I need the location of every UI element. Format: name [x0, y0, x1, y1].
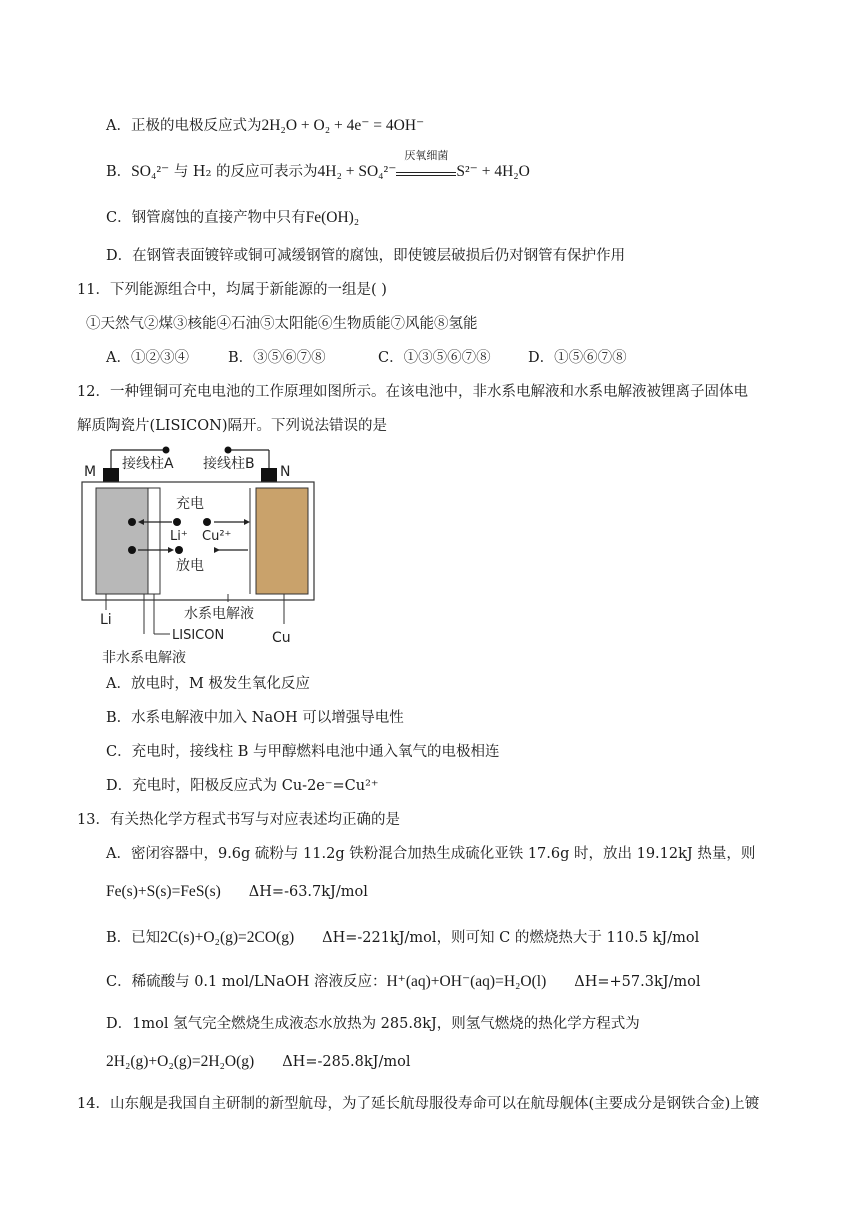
cu-ion-dot: [203, 518, 211, 526]
q13-option-d-enthalpy: ΔH=-285.8kJ/mol: [282, 1054, 411, 1070]
q13-option-d-equation: [106, 1052, 410, 1072]
terminal-a-label: 接线柱A: [122, 456, 174, 472]
q13-option-a-line1: A．密闭容器中，9.6g 硫粉与 11.2g 铁粉混合加热生成硫化亚铁 17.6g 时，放出 19.12kJ 热量，则: [106, 846, 756, 862]
q10-option-b-ion: SO₄²⁻: [131, 163, 170, 180]
q10-option-b-text: 与 H₂ 的反应可表示为: [173, 164, 318, 180]
aqueous-electrolyte-label: 水系电解液: [184, 606, 254, 622]
q13-option-d-formula: 2H₂(g)+O₂(g)=2H₂O(g): [106, 1053, 255, 1070]
q13-option-b-formula: 2C(s)+O₂(g)=2CO(g): [160, 929, 295, 946]
q13-option-a-equation: [106, 882, 368, 902]
q10-option-b-rhs: S²⁻ + 4H₂O: [456, 163, 530, 180]
cu-ion-label: Cu²⁺: [202, 529, 232, 544]
q10-option-c-text: C．钢管腐蚀的直接产物中只有: [106, 210, 306, 226]
li-ion-label: Li⁺: [170, 529, 188, 544]
q11-option-c: C．①③⑤⑥⑦⑧: [378, 350, 491, 366]
q13-stem: 13．有关热化学方程式书写与对应表述均正确的是: [77, 812, 400, 828]
q10-option-b-lhs: 4H₂ + SO₄²⁻: [317, 163, 397, 180]
q14-stem: 14．山东舰是我国自主研制的新型航母，为了延长航母服役寿命可以在航母舰体(主要成分是钢铁合金)上镀: [77, 1096, 760, 1112]
q10-option-b: [106, 149, 530, 182]
nonaqueous-electrolyte-label: 非水系电解液: [102, 650, 186, 666]
q13-option-a-formula: Fe(s)+S(s)=FeS(s): [106, 883, 221, 900]
q13-option-c-prefix: C．稀硫酸与 0.1 mol/LNaOH 溶液反应：: [106, 974, 387, 990]
q10-option-a-text: A．正极的电极反应式为: [106, 118, 262, 134]
electrode-m-label: M: [84, 464, 97, 480]
q10-option-c-formula: Fe(OH)₂: [305, 209, 360, 226]
q10-option-a-formula: 2H₂O + O₂ + 4e⁻ = 4OH⁻: [261, 117, 425, 134]
q10-option-a: [106, 116, 424, 136]
li-ion-dot: [175, 546, 183, 554]
discharge-label: 放电: [176, 558, 204, 574]
charge-label: 充电: [176, 496, 204, 512]
q11-option-d: D．①⑤⑥⑦⑧: [528, 350, 627, 366]
terminal-block-n: [261, 468, 277, 482]
li-ion-dot: [173, 518, 181, 526]
q10-option-b-label: B．: [106, 164, 132, 180]
terminal-a-dot: [163, 447, 170, 454]
electrode-n-label: N: [280, 464, 291, 480]
q10-option-c: [106, 208, 359, 228]
q10-option-d: D．在钢管表面镀锌或铜可减缓钢管的腐蚀，即使镀层破损后仍对钢管有保护作用: [106, 248, 626, 264]
q12-stem-line2: 解质陶瓷片(LISICON)隔开。下列说法错误的是: [77, 418, 387, 434]
copper-electrode: [256, 488, 308, 594]
q13-option-d-line1: D．1mol 氢气完全燃烧生成液态水放热为 285.8kJ，则氢气燃烧的热化学方程式为: [106, 1016, 640, 1032]
q13-option-c: [106, 972, 701, 992]
q11-option-b: B．③⑤⑥⑦⑧: [228, 350, 326, 366]
lisicon-separator: [148, 488, 160, 594]
q10-option-b-condition: [396, 149, 456, 176]
q12-option-a: A．放电时，M 极发生氧化反应: [106, 676, 310, 692]
q13-option-a-enthalpy: ΔH=-63.7kJ/mol: [248, 884, 368, 900]
li-electrode-label: Li: [100, 612, 112, 628]
equals-sign: [396, 172, 456, 176]
q13-option-b-suffix: ，则可知 C 的燃烧热大于 110.5 kJ/mol: [436, 930, 700, 946]
terminal-block-m: [103, 468, 119, 482]
lisicon-label: LISICON: [172, 628, 225, 643]
q13-option-c-enthalpy: ΔH=+57.3kJ/mol: [574, 974, 701, 990]
q12-stem-line1: 12．一种锂铜可充电电池的工作原理如图所示。在该电池中，非水系电解液和水系电解液被锂离子固体电: [77, 384, 748, 400]
q12-option-b: B．水系电解液中加入 NaOH 可以增强导电性: [106, 710, 404, 726]
q12-option-c: C．充电时，接线柱 B 与甲醇燃料电池中通入氧气的电极相连: [106, 744, 500, 760]
lithium-electrode: [96, 488, 148, 594]
q13-option-b: [106, 928, 699, 948]
cu-electrode-label: Cu: [272, 630, 291, 646]
condition-label: 厌氧细菌: [404, 149, 449, 162]
q11-items: ①天然气②煤③核能④石油⑤太阳能⑥生物质能⑦风能⑧氢能: [86, 316, 478, 332]
q11-stem: 11．下列能源组合中，均属于新能源的一组是( ): [77, 282, 387, 298]
q13-option-b-enthalpy: ΔH=-221kJ/mol: [322, 930, 437, 946]
q12-option-d: D．充电时，阳极反应式为 Cu-2e⁻=Cu²⁺: [106, 778, 379, 794]
li-ion-dot: [128, 518, 136, 526]
q11-option-a: A．①②③④: [106, 350, 189, 366]
terminal-b-dot: [225, 447, 232, 454]
terminal-b-label: 接线柱B: [203, 456, 255, 472]
battery-diagram: [78, 444, 338, 668]
q13-option-b-prefix: B．已知: [106, 930, 161, 946]
li-ion-dot: [128, 546, 136, 554]
q13-option-c-formula: H⁺(aq)+OH⁻(aq)=H₂O(l): [386, 973, 547, 990]
